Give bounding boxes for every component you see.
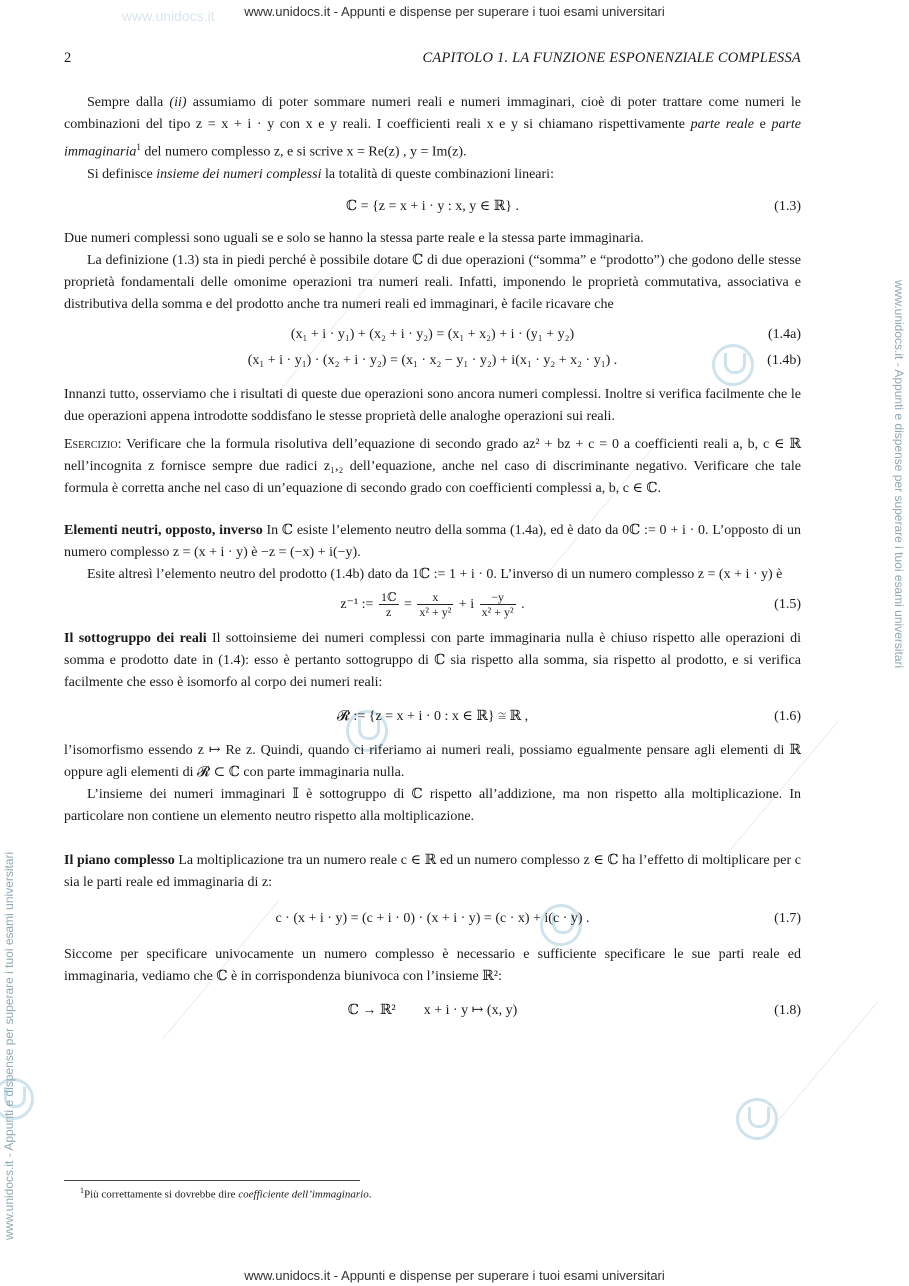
text: Si definisce [87, 166, 157, 182]
text: e [753, 117, 772, 132]
text: : Verificare che la formula risolutiva dell’equazione di secondo grado az² + bz + c = 0 a coefficienti reali a, b, c ∈ ℝ nell’incognita z fornisce sempre due radici z₁,₂ dell’equazione, anche nel caso di discriminante negativo. Verificare che tale formula è corretta anche nel caso di un’equazione di secondo grado con coefficienti complessi a, b, c ∈ ℂ. [64, 436, 801, 496]
fraction [417, 590, 453, 619]
emphasis: insieme dei numeri complessi [156, 166, 322, 182]
section-title: Il piano complesso [64, 852, 175, 868]
paragraph: l’isomorfismo essendo z ↦ Re z. Quindi, quando ci riferiamo ai numeri reali, possiamo egualmente pensare agli elementi di ℝ oppure agli elementi di 𝓡 ⊂ ℂ con parte immaginaria nulla. [64, 742, 801, 780]
footnote-rule [64, 1180, 360, 1181]
text: Più correttamente si dovrebbe dire [84, 1188, 239, 1201]
equation-1-5 [64, 590, 801, 620]
paragraph: Due numeri complessi sono uguali se e solo se hanno la stessa parte reale e la stessa parte immaginaria. [64, 230, 644, 246]
numerator: x [417, 590, 453, 605]
denominator: x² + y² [481, 604, 514, 619]
emphasis: (ii) [169, 95, 187, 110]
text: Il sottoinsieme dei numeri complessi con parte immaginaria nulla è chiuso rispetto alle operazioni di somma e prodotto date in (1.4): esso è pertanto sottogruppo di ℂ sia rispetto alla somma, sia rispetto al prodotto, e si verifica facilmente che esso è isomorfo al corpo dei numeri reali: [64, 630, 802, 690]
numerator: −y [480, 590, 516, 605]
equation-1-6 [64, 706, 801, 728]
equation-text: = [404, 596, 412, 612]
equation-number: (1.5) [774, 596, 801, 612]
emphasis: parte immaginaria [64, 117, 801, 160]
equation-number: (1.6) [774, 708, 801, 724]
text: Sempre dalla [87, 95, 170, 110]
chapter-title: CAPITOLO 1. LA FUNZIONE ESPONENZIALE COMPLESSA [422, 50, 801, 66]
paragraph: Siccome per specificare univocamente un numero complesso è necessario e sufficiente specificare le sue parti reale ed immaginaria, vediamo che ℂ è in corrispondenza biunivoca con l’insieme ℝ²: [64, 946, 801, 984]
equation-number: (1.4a) [767, 326, 801, 342]
denominator: x² + y² [419, 604, 452, 619]
equation-number: (1.3) [774, 198, 801, 214]
watermark-top[interactable]: www.unidocs.it - Appunti e dispense per superare i tuoi esami universitari [244, 4, 665, 19]
equation-text: (x₁ + i · y₁) + (x₂ + i · y₂) = (x₁ + x₂) + i · (y₁ + y₂) [290, 326, 575, 342]
numerator: 1ℂ [380, 589, 397, 604]
equation-1-4b [64, 350, 801, 372]
text: La moltiplicazione tra un numero reale c ∈ ℝ ed un numero complesso z ∈ ℂ ha l’effetto di moltiplicare per c sia le parti reale ed immaginaria di z: [64, 852, 801, 890]
footnote-ref[interactable]: 1 [136, 142, 141, 152]
paragraph [64, 164, 801, 186]
paragraph [64, 92, 801, 164]
equation-number: (1.7) [774, 910, 801, 926]
equation-1-7 [64, 908, 801, 930]
unidocs-logo-icon [736, 1098, 778, 1140]
section-real-subgroup [64, 628, 801, 694]
equation-1-8 [64, 1000, 801, 1022]
page-body [64, 92, 801, 1034]
equation-text: + i [458, 596, 475, 612]
equation-text: 𝓡 := {z = x + i · 0 : x ∈ ℝ} ≅ ℝ , [336, 708, 529, 724]
section-complex-plane [64, 850, 801, 894]
denominator: z [386, 604, 392, 619]
emphasis: parte reale [690, 117, 754, 132]
equation-1-4a [64, 324, 801, 346]
section-title: Elementi neutri, opposto, inverso [64, 522, 263, 538]
watermark-side-right: www.unidocs.it - Appunti e dispense per superare i tuoi esami universitari [892, 280, 906, 669]
paragraph: Innanzi tutto, osserviamo che i risultati di queste due operazioni sono ancora numeri complessi. Inoltre si verifica facilmente che le due operazioni appena introdotte soddisfano le stesse proprietà delle analoghe operazioni sui reali. [64, 386, 801, 424]
emphasis: coefficiente dell’immaginario [238, 1188, 369, 1201]
page-number: 2 [64, 50, 72, 66]
exercise [64, 434, 801, 500]
equation-number: (1.4b) [767, 352, 801, 368]
exercise-label: Esercizio [64, 436, 118, 452]
fraction [480, 590, 516, 619]
equation-text: z⁻¹ := [340, 596, 374, 612]
equation-text: ℂ = {z = x + i · y : x, y ∈ ℝ} . [346, 198, 519, 214]
paragraph: La definizione (1.3) sta in piedi perché è possibile dotare ℂ di due operazioni (“somma” e “prodotto”) che godono delle stesse proprietà fondamentali delle omonime operazioni tra numeri reali. Infatti, imponendo le proprietà commutativa, associativa e distributiva della somma e del prodotto anche tra numeri reali ed immaginari, è facile ricavare che [64, 252, 801, 312]
equation-text: ℂ → ℝ² x + i · y ↦ (x, y) [347, 1002, 518, 1018]
watermark-bottom[interactable]: www.unidocs.it - Appunti e dispense per superare i tuoi esami universitari [244, 1268, 665, 1283]
text: assumiamo di poter sommare numeri reali e numeri immaginari, cioè di poter trattare come numeri le combinazioni del tipo z = x + i · y con x e y reali. I coefficienti reali x e y si chiamano rispettivamente [64, 95, 801, 132]
paragraph: Esite altresì l’elemento neutro del prodotto (1.4b) dato da 1ℂ := 1 + i · 0. L’inverso di un numero complesso z = (x + i · y) è [87, 566, 783, 582]
text: del numero complesso z, e si scrive x = Re(z) , y = Im(z). [140, 144, 467, 160]
text: In ℂ esiste l’elemento neutro della somma (1.4a), ed è dato da 0ℂ := 0 + i · 0. L’opposto di un numero complesso z = (x + i · y) è −z = (−x) + i(−y). [64, 522, 801, 560]
footnote [64, 1183, 801, 1203]
equation-text: . [521, 596, 525, 612]
equation-text: c · (x + i · y) = (c + i · 0) · (x + i · y) = (c · x) + i(c · y) . [275, 910, 590, 926]
equation-1-3 [64, 196, 801, 218]
fraction [379, 590, 399, 619]
equation-text: (x₁ + i · y₁) · (x₂ + i · y₂) = (x₁ · x₂ − y₁ · y₂) + i(x₁ · y₂ + x₂ · y₁) . [247, 352, 618, 368]
watermark-ghost-text: www.unidocs.it [122, 8, 215, 24]
paragraph: L’insieme dei numeri immaginari 𝕀 è sottogruppo di ℂ rispetto all’addizione, ma non rispetto alla moltiplicazione. In particolare non contiene un elemento neutro rispetto alla moltiplicazione. [64, 786, 801, 824]
section-title: Il sottogruppo dei reali [64, 630, 207, 646]
equation-number: (1.8) [774, 1002, 801, 1018]
text: . [368, 1188, 372, 1201]
page-header [64, 50, 801, 70]
text: la totalità di queste combinazioni lineari: [321, 166, 554, 182]
watermark-side-left: www.unidocs.it - Appunti e dispense per superare i tuoi esami universitari [2, 851, 16, 1240]
section-neutral-elements [64, 520, 801, 564]
footnote-mark: 1 [80, 1186, 84, 1195]
